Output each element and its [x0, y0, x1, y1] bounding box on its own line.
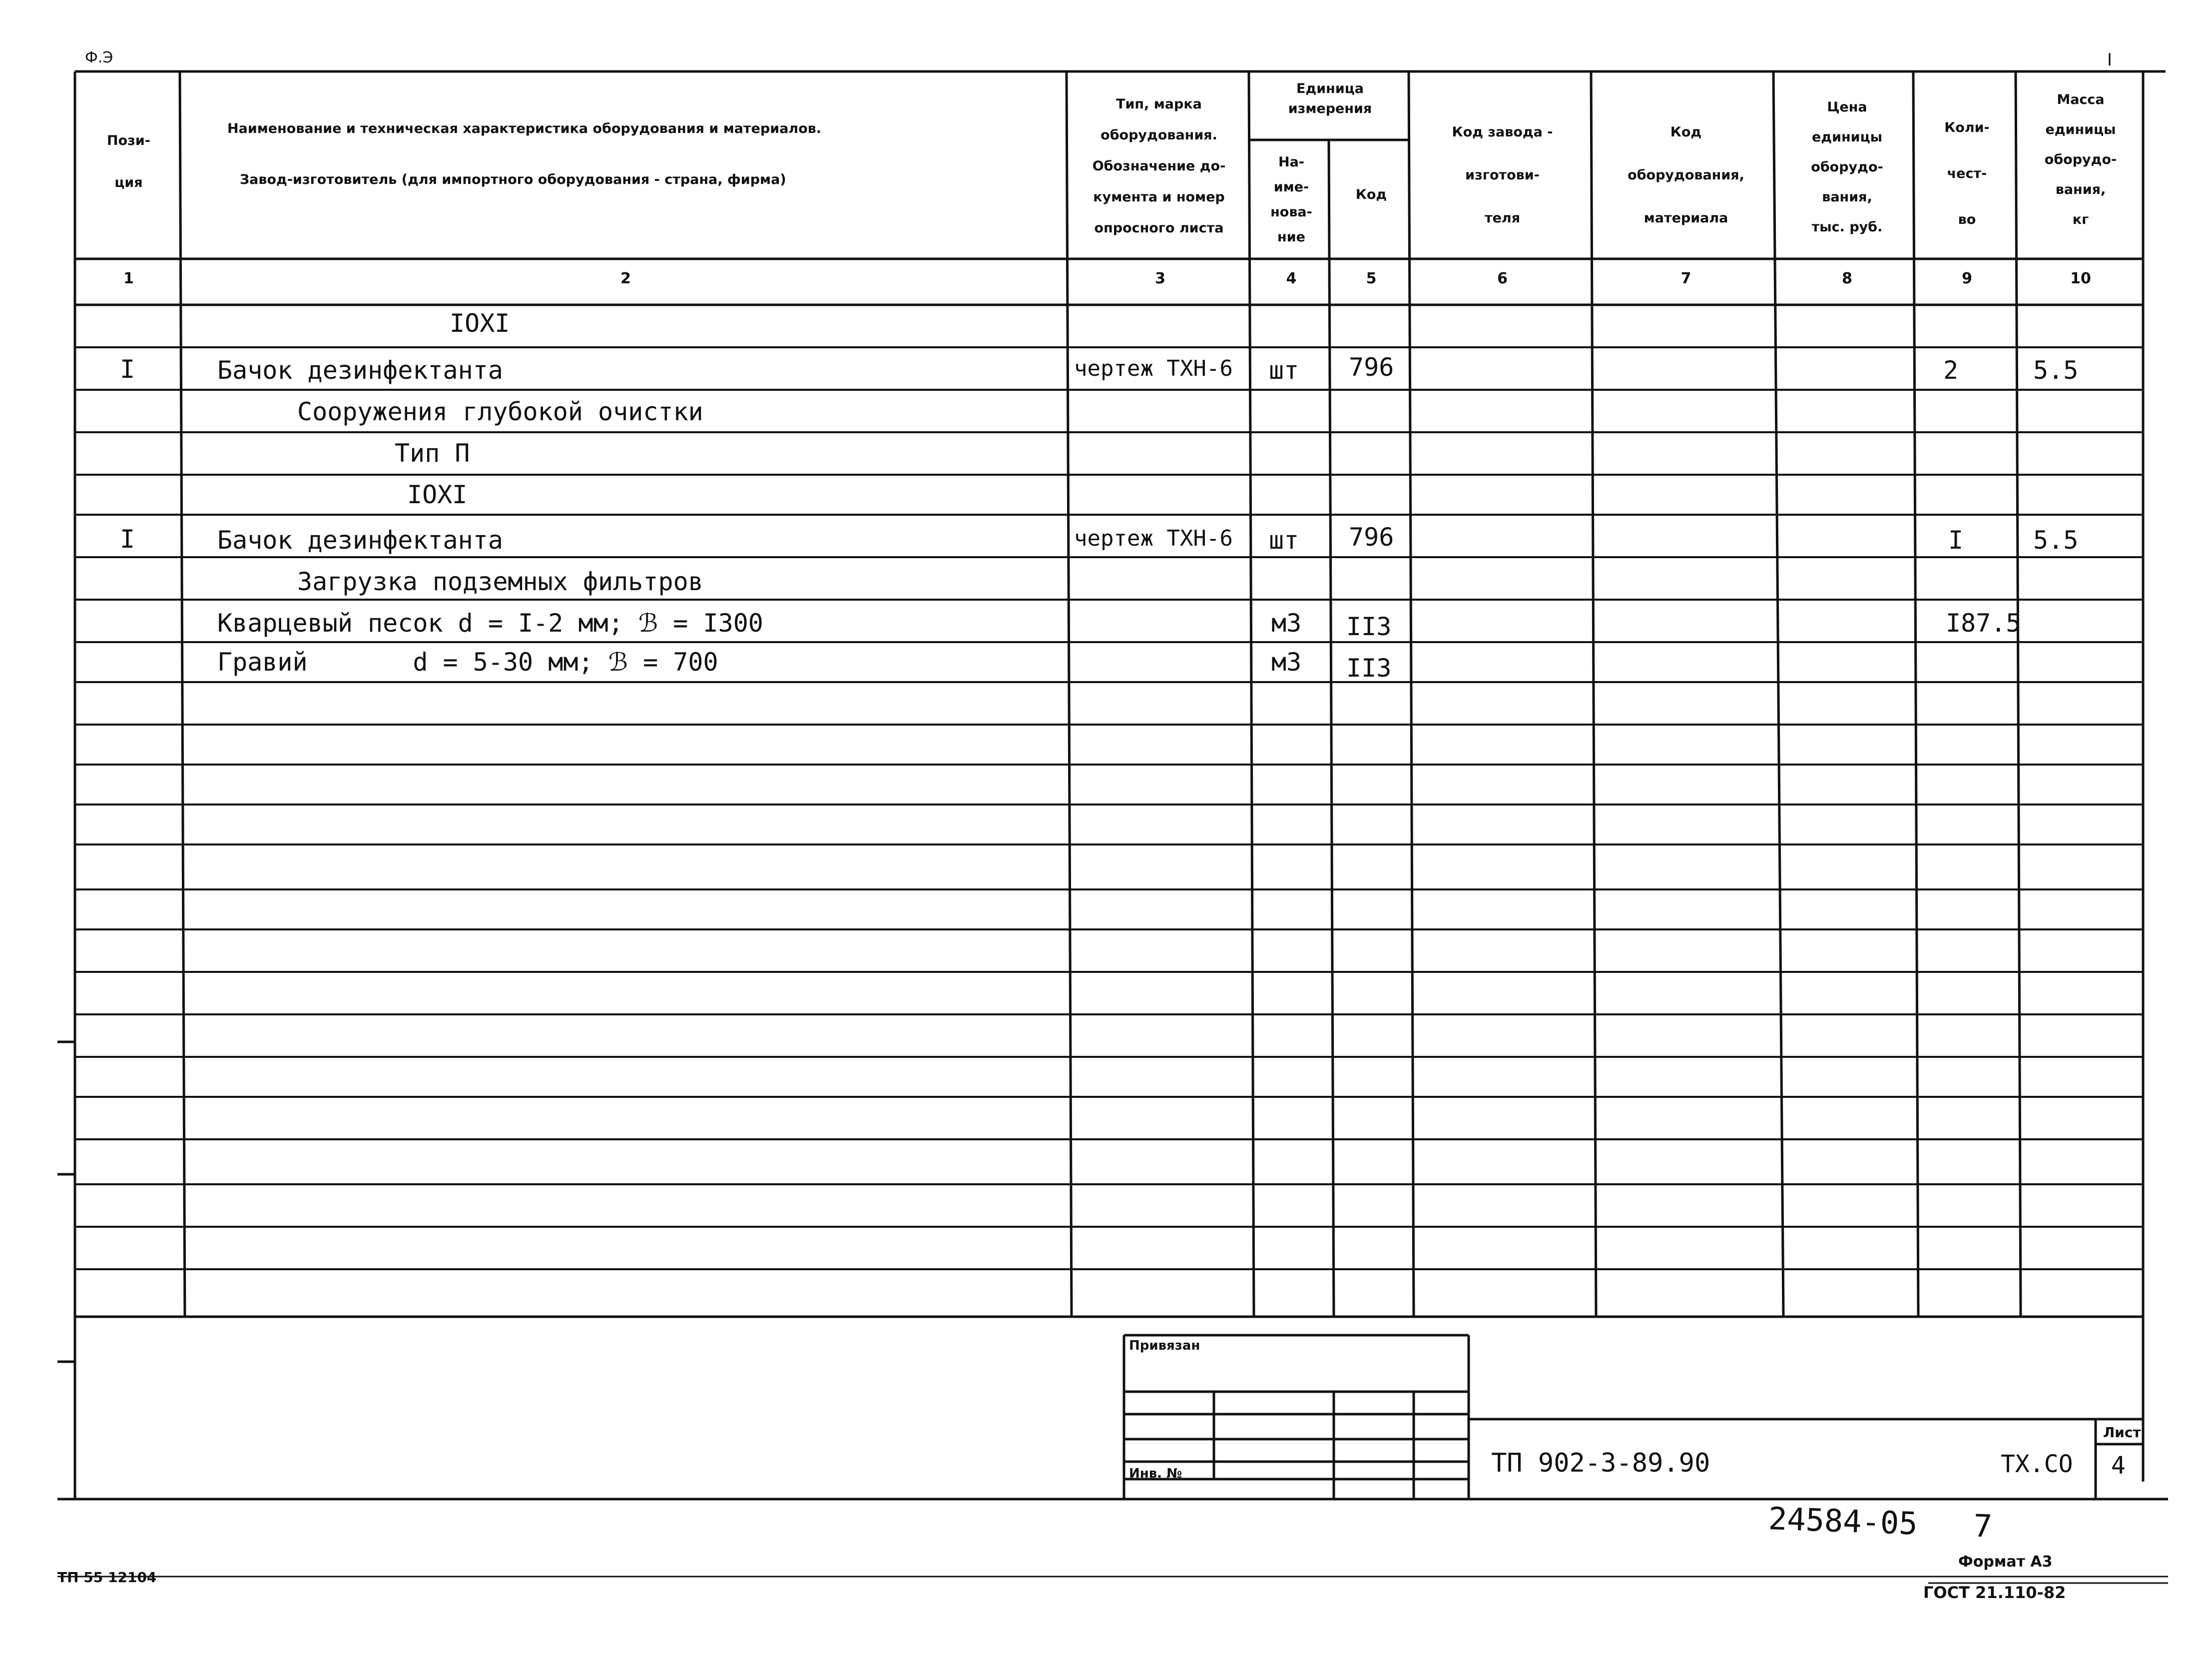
row-name: Гравий d = 5-30 мм; ℬ = 700 [217, 648, 718, 677]
column-number: 10 [2070, 270, 2091, 287]
format-label: Формат А3 [1958, 1553, 2053, 1571]
row-name: IOXI [450, 309, 510, 338]
header-plant-code: Код завода - изготови- теля [1452, 124, 1553, 226]
header-equipment-code: Код оборудования, материала [1628, 124, 1744, 226]
row-quantity: I87.5 [1946, 609, 2021, 638]
column-number: 4 [1286, 270, 1297, 287]
header-name-line2: Завод-изготовитель (для импортного оборудования - страна, фирма) [240, 172, 786, 187]
row-name: Загрузка подземных фильтров [297, 567, 703, 596]
row-code: 796 [1349, 523, 1394, 552]
stamp-privyazan-label: Привязан [1129, 1338, 1200, 1353]
corner-text: Ф.Э [85, 49, 113, 66]
row-quantity: 2 [1943, 356, 1959, 385]
row-unit: шт [1269, 356, 1299, 385]
stamp-inventory-label: Инв. № [1129, 1466, 1182, 1481]
row-position: I [120, 355, 135, 384]
handwritten-number: 24584-05 7 [1767, 1500, 1993, 1545]
row-unit: м3 [1271, 648, 1302, 677]
row-name: Бачок дезинфектанта [217, 526, 503, 555]
row-unit: шт [1269, 526, 1299, 555]
row-name: IOXI [407, 480, 468, 509]
sheet-label: Лист [2103, 1424, 2141, 1441]
section-code: ТХ.СО [2001, 1450, 2073, 1478]
header-unit-code: Код [1355, 187, 1387, 202]
row-code: II3 [1346, 654, 1392, 683]
column-number: 6 [1497, 270, 1508, 287]
header-price: Цена единицы оборудо- вания, тыс. руб. [1811, 99, 1883, 235]
header-mass: Масса единицы оборудо- вания, кг [2044, 92, 2117, 227]
row-name: Кварцевый песок d = I-2 мм; ℬ = I300 [217, 609, 763, 638]
row-name: Тип П [395, 439, 470, 468]
row-mass: 5.5 [2033, 356, 2079, 385]
row-type: чертеж ТХН-6 [1074, 526, 1233, 551]
column-number: 3 [1155, 270, 1165, 287]
header-name-line1: Наименование и техническая характеристика оборудования и материалов. [227, 121, 822, 136]
row-code: II3 [1346, 612, 1392, 641]
gost-label: ГОСТ 21.110-82 [1923, 1583, 2066, 1602]
row-mass: 5.5 [2033, 526, 2079, 555]
column-number: 7 [1680, 270, 1691, 287]
header-quantity: Коли- чест- во [1944, 120, 1990, 227]
document-code: ТП 902-3-89.90 [1491, 1448, 1710, 1478]
top-right-mark: I [2107, 50, 2113, 70]
column-number: 1 [123, 270, 134, 287]
row-quantity: I [1948, 526, 1964, 555]
column-number: 8 [1842, 270, 1852, 287]
sheet-number: 4 [2111, 1452, 2126, 1480]
header-unit-name: На- име- нова- ние [1270, 154, 1312, 245]
column-number: 5 [1366, 270, 1377, 287]
header-type: Тип, марка оборудования. Обозначение до- кумента и номер опросного листа [1092, 96, 1226, 236]
header-unit-group: Единица измерения [1288, 81, 1372, 116]
header-position: Пози- ция [107, 133, 150, 190]
row-code: 796 [1349, 353, 1394, 382]
row-name: Сооружения глубокой очистки [297, 397, 703, 426]
left-code-label: ТП 55 12104 [57, 1569, 157, 1586]
column-number: 9 [1962, 270, 1972, 287]
row-name: Бачок дезинфектанта [217, 356, 503, 385]
column-number: 2 [620, 270, 631, 287]
row-unit: м3 [1271, 609, 1302, 638]
row-type: чертеж ТХН-6 [1074, 356, 1233, 381]
row-position: I [120, 525, 135, 554]
